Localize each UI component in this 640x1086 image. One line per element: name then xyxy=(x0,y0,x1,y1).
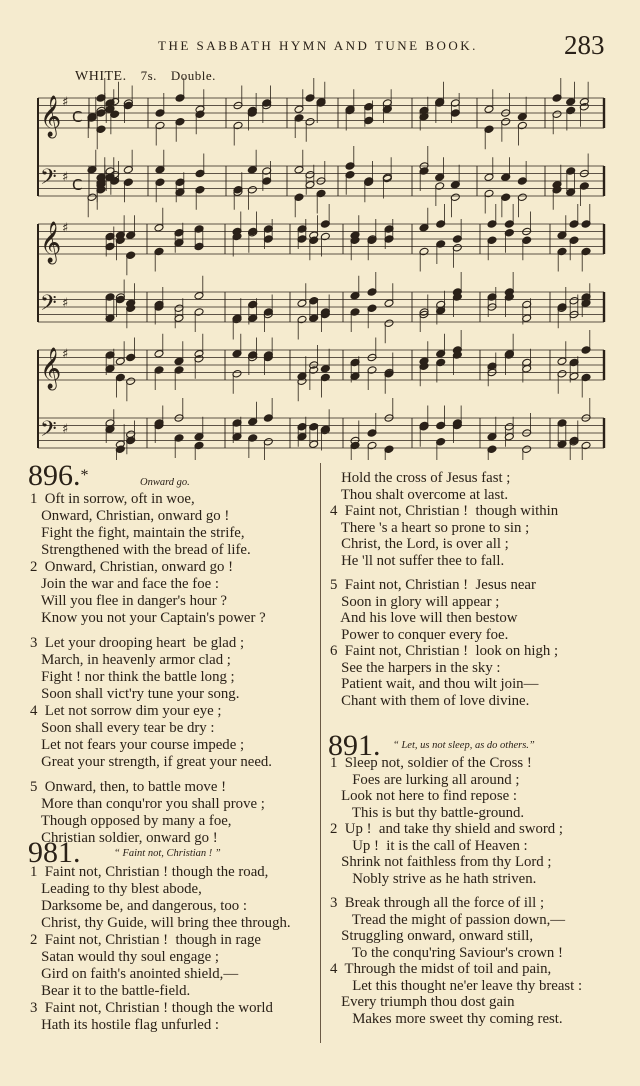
hymn-line: Bear it to the battle-field. xyxy=(30,983,191,999)
hymn-line: Know you not your Captain's power ? xyxy=(30,610,266,626)
hymn-line: Tread the might of passion down,— xyxy=(330,911,566,928)
hymn-line: Fight ! nor think the battle long ; xyxy=(30,669,235,685)
hymn-line: Strengthened with the bread of life. xyxy=(30,542,251,558)
hymn-line: Soon shall every tear be dry : xyxy=(30,720,215,736)
sharp-icon: ♯ xyxy=(62,221,69,236)
tune-name: WHITE. xyxy=(75,69,127,84)
hymn-line: Onward, Christian, onward go ! xyxy=(30,508,230,524)
hymn-line: Soon shall vict'ry tune your song. xyxy=(30,686,240,702)
hymn-line: Shrink not faithless from thy Lord ; xyxy=(330,854,552,870)
hymn-line: This is but thy battle-ground. xyxy=(330,804,525,821)
hymn-line: Struggling onward, onward still, xyxy=(330,928,534,944)
hymn-line: Christ, the Lord, is over all ; xyxy=(330,536,509,552)
music-score xyxy=(0,0,640,460)
hymn-line: Hath its hostile flag unfurled : xyxy=(30,1017,220,1033)
hymn-896-number: 896.* xyxy=(28,459,89,492)
hymn-891-subtitle: “ Let, us not sleep, as do others.” xyxy=(393,740,535,751)
hymn-896-subtitle: Onward go. xyxy=(140,477,190,488)
common-time-icon: C xyxy=(72,108,83,126)
hymn-line: 3 Faint not, Christian ! though the world xyxy=(30,1000,273,1016)
hymn-line: 2 Up ! and take thy shield and sword ; xyxy=(330,821,564,837)
hymn-891-text xyxy=(330,755,582,1027)
hymn-line: Look not here to find repose : xyxy=(330,788,517,804)
hymn-line: Foes are lurking all around ; xyxy=(330,771,520,788)
hymn-981-subtitle: “ Faint not, Christian ! ” xyxy=(114,848,221,859)
hymn-line: 3 Break through all the force of ill ; xyxy=(330,895,545,911)
hymn-line: Satan would thy soul engage ; xyxy=(30,949,220,965)
treble-clef-icon: 𝄞 xyxy=(40,348,62,389)
hymn-line: Darksome be, and dangerous, too : xyxy=(30,898,247,914)
hymn-line: Gird on faith's anointed shield,— xyxy=(30,966,239,982)
hymn-line xyxy=(30,771,272,779)
hymn-981-text xyxy=(30,864,291,1034)
common-time-icon: C xyxy=(72,176,83,194)
hymn-line: Join the war and face the foe : xyxy=(30,576,219,592)
hymn-line: Makes more sweet thy coming rest. xyxy=(330,1010,563,1027)
page-number: 283 xyxy=(564,30,605,60)
bass-clef-icon: 𝄢 xyxy=(40,165,57,195)
hymn-line: 1 Faint not, Christian ! though the road, xyxy=(30,864,269,880)
hymn-line: And his love will then bestow xyxy=(330,610,518,626)
hymn-line: 2 Faint not, Christian ! though in rage xyxy=(30,932,261,948)
hymn-line: Christ, thy Guide, will bring thee through. xyxy=(30,915,291,931)
hymn-line: Thou shalt overcome at last. xyxy=(330,486,509,503)
hymn-line: 1 Sleep not, soldier of the Cross ! xyxy=(330,755,532,771)
hymn-line: 4 Faint not, Christian ! though within xyxy=(330,503,559,519)
column-divider xyxy=(320,463,321,1043)
hymn-981-number: 981. xyxy=(28,836,81,869)
hymn-line: Patient wait, and thou wilt join— xyxy=(330,676,539,692)
treble-clef-icon: 𝄞 xyxy=(40,96,62,137)
hymn-line: See the harpers in the sky : xyxy=(330,659,501,676)
sharp-icon: ♯ xyxy=(62,422,69,437)
hymn-line: Let not fears your course impede ; xyxy=(30,737,245,753)
hymn-line: Up ! it is the call of Heaven : xyxy=(330,837,528,854)
hymn-line: 4 Let not sorrow dim your eye ; xyxy=(30,703,222,719)
hymn-line: Let this thought ne'er leave thy breast : xyxy=(330,977,583,994)
tune-meter-type: Double. xyxy=(170,68,216,83)
hymn-line: Leading to thy blest abode, xyxy=(30,881,202,897)
hymn-line: Hold the cross of Jesus fast ; xyxy=(330,470,511,486)
hymn-line: Chant with them of love divine. xyxy=(330,692,530,709)
hymn-line: He 'll not suffer thee to fall. xyxy=(330,552,505,569)
hymn-line xyxy=(330,569,558,577)
hymn-line: There 's a heart so prone to sin ; xyxy=(330,519,530,536)
hymn-line: Will you flee in danger's hour ? xyxy=(30,593,227,609)
hymn-line xyxy=(30,627,272,635)
hymn-line: 6 Faint not, Christian ! look on high ; xyxy=(330,643,559,659)
hymn-line: 5 Faint not, Christian ! Jesus near xyxy=(330,577,536,593)
hymn-line: March, in heavenly armor clad ; xyxy=(30,652,231,668)
hymn-line: 3 Let your drooping heart be glad ; xyxy=(30,635,245,651)
hymn-line: Nobly strive as he hath striven. xyxy=(330,870,537,887)
hymn-line: Soon in glory will appear ; xyxy=(330,593,500,610)
hymn-896-text xyxy=(30,491,272,847)
sharp-icon: ♯ xyxy=(62,347,69,362)
tune-meter: 7s. xyxy=(140,68,157,83)
hymn-line: Every triumph thou dost gain xyxy=(330,994,515,1010)
hymn-line: To the conqu'ring Saviour's crown ! xyxy=(330,944,563,961)
bass-clef-icon: 𝄢 xyxy=(40,417,57,447)
hymn-981-continued-text xyxy=(330,470,558,709)
treble-clef-icon: 𝄞 xyxy=(40,222,62,263)
hymn-line: Great your strength, if great your need. xyxy=(30,754,273,770)
hymn-line: 2 Onward, Christian, onward go ! xyxy=(30,559,234,575)
hymn-line: Christian soldier, onward go ! xyxy=(30,830,218,846)
hymn-line: 5 Onward, then, to battle move ! xyxy=(30,779,227,795)
sharp-icon: ♯ xyxy=(62,170,69,185)
sharp-icon: ♯ xyxy=(62,95,69,110)
hymn-891-number: 891. xyxy=(328,729,381,762)
hymn-line: Fight the fight, maintain the strife, xyxy=(30,525,245,541)
hymn-line: Power to conquer every foe. xyxy=(330,626,509,643)
sharp-icon: ♯ xyxy=(62,296,69,311)
hymn-line xyxy=(330,887,582,895)
hymn-line: Though opposed by many a foe, xyxy=(30,813,232,829)
bass-clef-icon: 𝄢 xyxy=(40,291,57,321)
hymn-line: More than conqu'ror you shall prove ; xyxy=(30,796,265,812)
hymn-line: 4 Through the midst of toil and pain, xyxy=(330,961,552,977)
book-title: THE SABBATH HYMN AND TUNE BOOK. xyxy=(158,38,478,53)
hymn-line: 1 Oft in sorrow, oft in woe, xyxy=(30,491,195,507)
